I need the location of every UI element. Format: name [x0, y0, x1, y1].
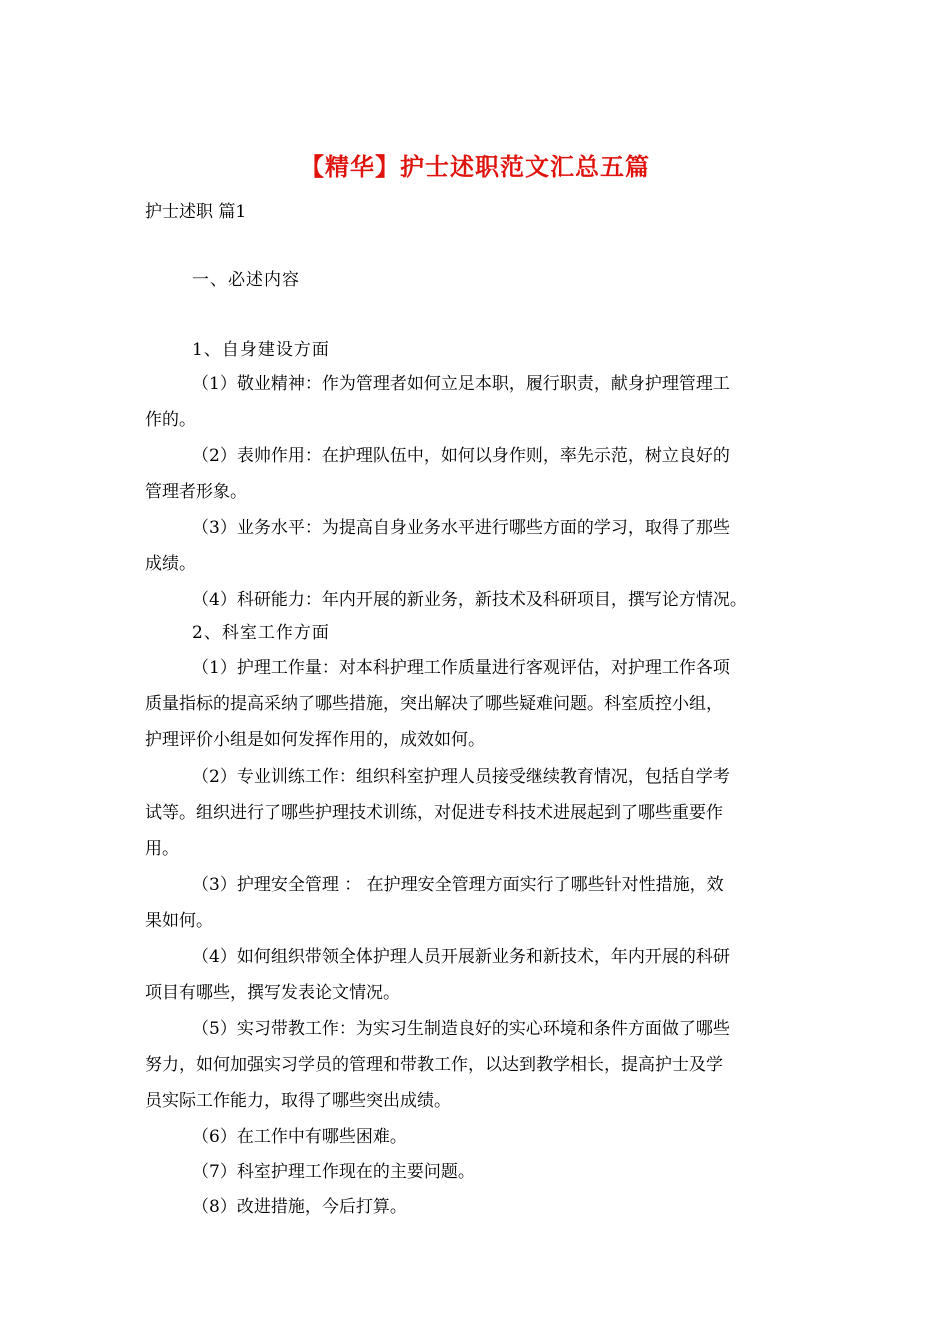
document-title: 【精华】护士述职范文汇总五篇 — [300, 152, 650, 181]
paragraph-line: 果如何。 — [145, 911, 213, 931]
paragraph-line: （6）在工作中有哪些困难。 — [192, 1127, 407, 1147]
paragraph-line: （4）科研能力：年内开展的新业务，新技术及科研项目，撰写论方情况。 — [192, 590, 747, 610]
heading-required-content: 一、必述内容 — [192, 270, 300, 290]
paragraph-line: （4）如何组织带领全体护理人员开展新业务和新技术，年内开展的科研 — [192, 947, 730, 967]
paragraph-line: （2）表帅作用：在护理队伍中，如何以身作则，率先示范，树立良好的 — [192, 446, 730, 466]
paragraph-line: （5）实习带教工作：为实习生制造良好的实心环境和条件方面做了哪些 — [192, 1019, 730, 1039]
paragraph-line: 项目有哪些，撰写发表论文情况。 — [145, 983, 400, 1003]
paragraph-line: 员实际工作能力，取得了哪些突出成绩。 — [145, 1091, 451, 1111]
paragraph-line: （2）专业训练工作：组织科室护理人员接受继续教育情况，包括自学考 — [192, 767, 730, 787]
paragraph-line: （1）护理工作量：对本科护理工作质量进行客观评估，对护理工作各项 — [192, 658, 730, 678]
paragraph-line: 质量指标的提高采纳了哪些措施，突出解决了哪些疑难问题。科室质控小组， — [145, 694, 723, 714]
paragraph-line: （8）改进措施，今后打算。 — [192, 1197, 407, 1217]
paragraph-line: 试等。组织进行了哪些护理技术训练，对促进专科技术进展起到了哪些重要作 — [145, 803, 723, 823]
paragraph-line: 管理者形象。 — [145, 482, 247, 502]
paragraph-line: 护理评价小组是如何发挥作用的，成效如何。 — [145, 730, 485, 750]
paragraph-line: （1）敬业精神：作为管理者如何立足本职，履行职责，献身护理管理工 — [192, 374, 730, 394]
paragraph-line: 用。 — [145, 839, 179, 859]
paragraph-line: （3）业务水平：为提高自身业务水平进行哪些方面的学习，取得了那些 — [192, 518, 730, 538]
document-subtitle: 护士述职 篇1 — [145, 202, 247, 222]
section-self-building: 1、自身建设方面 — [192, 340, 330, 360]
paragraph-line: （3）护理安全管理 ： 在护理安全管理方面实行了哪些针对性措施，效 — [192, 875, 724, 895]
paragraph-line: （7）科室护理工作现在的主要问题。 — [192, 1162, 475, 1182]
paragraph-line: 成绩。 — [145, 554, 196, 574]
section-department-work: 2、科室工作方面 — [192, 623, 330, 643]
paragraph-line: 作的。 — [145, 410, 196, 430]
paragraph-line: 努力，如何加强实习学员的管理和带教工作，以达到教学相长，提高护士及学 — [145, 1055, 723, 1075]
